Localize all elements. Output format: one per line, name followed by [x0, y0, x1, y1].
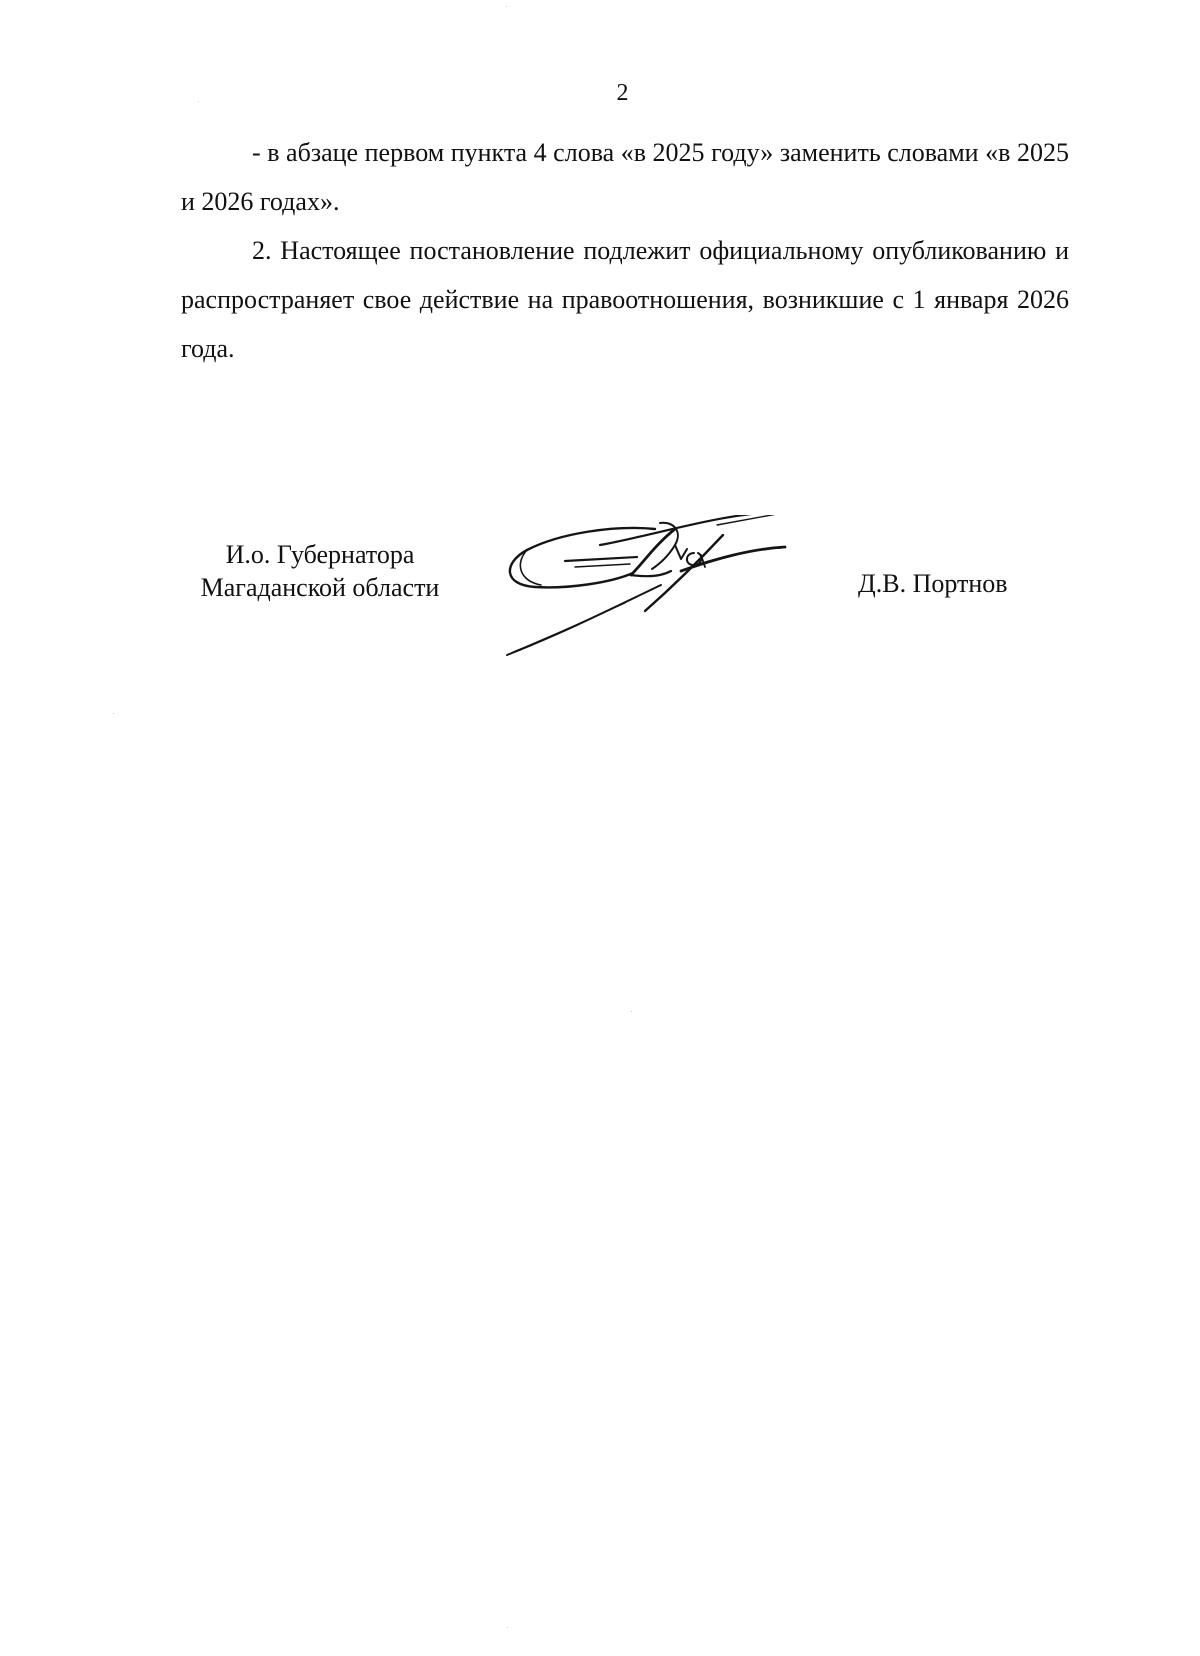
signatory-position — [170, 538, 470, 604]
scan-speck — [198, 101, 199, 102]
document-body — [181, 128, 1069, 373]
paragraph-amendment: - в абзаце первом пункта 4 слова «в 2025 году» заменить словами «в 2025 и 2026 годах». — [181, 138, 1069, 216]
paragraph-publication: 2. Настоящее постановление подлежит официальному опубликованию и распространяет свое действие на правоотношения, возникшие с 1 января 2026 года. — [181, 236, 1069, 363]
scan-speck — [507, 1627, 508, 1628]
handwritten-signature — [505, 515, 795, 680]
signatory-name: Д.В. Портнов — [858, 569, 1008, 598]
signatory-position-line1: И.о. Губернатора — [225, 540, 415, 569]
page-number: 2 — [616, 80, 629, 106]
scan-speck — [113, 713, 114, 714]
scan-speck — [631, 1011, 632, 1012]
signatory-position-line2: Магаданской области — [200, 573, 440, 602]
scan-speck — [506, 6, 507, 7]
